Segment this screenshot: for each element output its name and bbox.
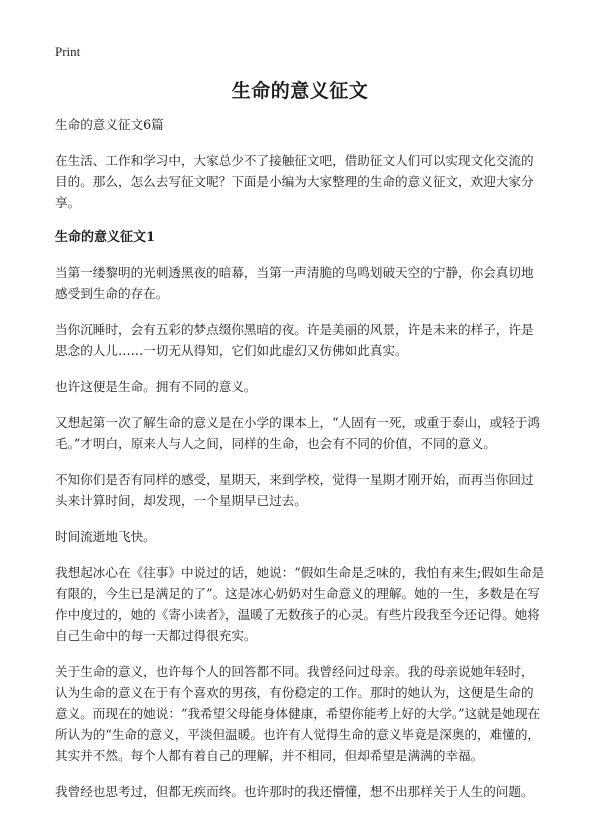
print-link[interactable]: Print [55, 44, 81, 59]
document-subtitle: 生命的意义征文6篇 [55, 117, 164, 132]
page-title: 生命的意义征文 [231, 80, 369, 102]
paragraph-5: 不知你们是否有同样的感受，星期天，来到学校，觉得一星期才刚开始，而再当你回过头来计算时间，却发现，一个星期早已过去。 [55, 472, 534, 508]
paragraph-6: 时间流逝地飞快。 [55, 529, 156, 544]
paragraph-1: 当第一缕黎明的光刺透黑夜的暗幕，当第一声清脆的鸟鸣划破天空的宁静，你会真切地感受到生命的存在。 [55, 265, 534, 301]
paragraph-4: 又想起第一次了解生命的意义是在小学的课本上，“人固有一死，或重于泰山，或轻于鸿毛。”才明白，原来人与人之间，同样的生命，也会有不同的价值，不同的意义。 [55, 415, 541, 451]
section-heading: 生命的意义征文1 [55, 230, 156, 245]
intro-paragraph: 在生活、工作和学习中，大家总少不了接触征文吧，借助征文人们可以实现文化交流的目的。那么，怎么去写征文呢？下面是小编为大家整理的生命的意义征文，欢迎大家分享。 [55, 153, 534, 210]
paragraph-3: 也许这便是生命。拥有不同的意义。 [55, 379, 257, 394]
paragraph-2: 当你沉睡时，会有五彩的梦点缀你黑暗的夜。许是美丽的风景，许是未来的样子，许是思念的人儿……一切无从得知，它们如此虚幻又仿佛如此真实。 [55, 322, 534, 358]
paragraph-9: 我曾经也思考过，但都无疾而终。也许那时的我还懵懂，想不出那样关于人生的问题。 [55, 784, 534, 799]
paragraph-8: 关于生命的意义，也许每个人的回答都不同。我曾经问过母亲。我的母亲说她年轻时，认为生命的意义在于有个喜欢的男孩，有份稳定的工作。那时的她认为，这便是生命的意义。而现在的她说：“我希望父母能身体健康，希望你能考上好的大学。”这就是她现在所认为的“生命的意义，平淡但温暖。也许有人觉得生命的意义毕竟是深奥的，难懂的，其实并不然。每个人都有着自己的理解，并不相同，但却希望是满满的幸福。 [55, 664, 541, 763]
paragraph-7: 我想起冰心在《往事》中说过的话，她说：“假如生命是乏味的，我怕有来生;假如生命是有限的，今生已是满足的了”。这是冰心奶奶对生命意义的理解。她的一生，多数是在写作中度过的，她的《寄小读者》，温暖了无数孩子的心灵。有些片段我至今还记得。她将自己生命中的每一天都过得很充实。 [55, 565, 545, 643]
